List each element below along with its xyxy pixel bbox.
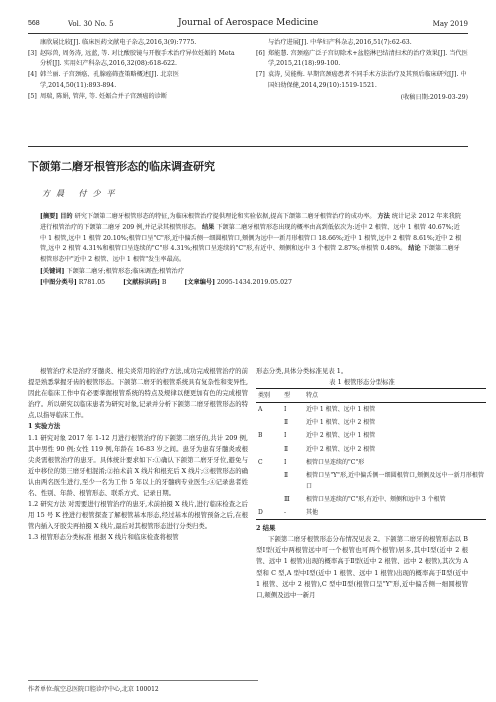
- reference-item: [3] 赵际兽, 周务涛, 远蓝, 等. 对比酸胶镜与开腹手术治疗异位妊娠的 Meta 分析[J]. 实用妇产科杂志,2016,32(08):618-622.: [28, 49, 235, 68]
- reference-item: [6] 郑能慧. 宫颈癌广泛子宫切除术+盆腔淋巴结清扫术的治疗效果[J]. 当代医学,2015,21(18):99-100.: [256, 49, 468, 68]
- table-row: Ⅱ 近中 2 根管、远中 2 根管: [284, 445, 376, 453]
- author-affiliation: 作者单位:航空总医院口腔诊疗中心,北京 100012: [28, 680, 258, 693]
- volume-info: Vol. 30 No. 5: [68, 20, 114, 28]
- reference-item: 康欣展比较[J]. 临床医药文献电子杂志,2016,3(9):7775.: [40, 39, 197, 46]
- page-number: 568: [28, 20, 40, 27]
- keywords-line: [40, 267, 462, 278]
- table-row: Ⅱ 根管口呈"Y"形,近中偏舌侧一细圆根管口,颊侧及远中一新月形根管口: [284, 471, 484, 490]
- subsection-heading: 1.1 研究对象: [28, 433, 67, 442]
- article-value: 2095-1434.2019.05.027: [216, 278, 292, 286]
- table-row: D - 其他: [256, 506, 486, 520]
- table-row: Ⅲ 根管口呈连续的"C"形,有近中、颊侧和远中 3 个根管: [284, 495, 446, 503]
- references-left: [28, 38, 240, 102]
- conclusion-text: 下颌第二磨牙根管形态中"近中 2 根管、远中 1 根管"发生率最高。: [40, 245, 460, 264]
- intro-paragraph: 根管治疗术是治疗牙髓炎、根尖炎常用的治疗方法,成功完成根管治疗的前提是熟悉掌握牙齿的根管形态。下颌第二磨牙的根管系统具有复杂性和变异性,因此在临床工作中有必要掌握根管系统的特点及规律以便更加有色的完成根管治疗。所以研究以临床患者为研究对象,记录并分析下颌第二磨牙根管形态的特点,以指导临床工作。: [28, 367, 248, 420]
- reference-item: [4] 韩兰丽. 子宫颈癌、孔腺癌筛查策略概述[J]. 北京医学,2014,50(11):893-894.: [28, 71, 179, 89]
- subsection-heading: 1.2 研究方法: [28, 500, 66, 509]
- references-right: [256, 38, 468, 103]
- table-row: A Ⅰ 近中 1 根管、远中 1 根管: [258, 406, 376, 414]
- table-intro: 形态分类,具体分类标准见表 1。: [256, 367, 348, 375]
- subsection-paragraph: 1.1 研究对象 2017 年 1-12 月进行根管治疗的下颌第二磨牙的,共计 209 例,其中男性 90 例;女性 119 例,年龄在 16-83 岁之间。患牙为患有牙髓炎或根尖炎需根管治疗的患牙。具体统计要求如下:①确认下颌第二磨牙牙位,避免与近中移位的第三磨牙相混淆;②拍术前 X 线片和根充后 X 线片;③根管形态的确认由两名医生进行,至少一名为工作 5 年以上的牙髓病专业医生;④记录患者姓名、性别、年龄、根管形态、联系方式、记录日期。: [28, 433, 248, 498]
- running-header: [28, 18, 468, 32]
- classification-table: [256, 388, 486, 520]
- received-date: (收稿日期:2019-03-29): [400, 93, 468, 101]
- methods-label: 方法: [377, 213, 390, 220]
- issue-date: May 2019: [432, 20, 468, 28]
- reference-item: [7] 袁涛, 吴能梅. 早期宫颈癌患者不同手术方法治疗及其预后临床研究[J]. 中国妇幼保健,2014,29(10):1519-1521.: [256, 71, 467, 89]
- doc-label: [文献标识码]: [123, 278, 160, 286]
- section-heading: 1 实验方法: [28, 422, 61, 431]
- subsection-heading: 1.3 根管形态分类标准: [28, 533, 92, 542]
- table-header: 特点: [304, 389, 486, 403]
- methods-text: 统计记录 2012 年来我院进行根管治疗的下颌第二磨牙 209 例,并记录其根管形态。: [40, 213, 461, 231]
- doc-value: B: [161, 278, 167, 286]
- results-label: 结果: [202, 223, 215, 231]
- conclusion-label: 结论: [408, 245, 421, 253]
- classification-line: [40, 278, 462, 289]
- reference-item: 与治疗进展[J]. 中华妇产科杂志,2016,51(7):62-63.: [268, 39, 412, 46]
- section-heading: 2 结果: [256, 524, 276, 533]
- body-right-column: [256, 366, 484, 601]
- results-paragraph: 下颌第二磨牙根管形态分布情况见表 2。下颌第二磨牙的根管形态以 B 型Ⅰ型(近中两根管远中可一个根管也可两个根管)居多,其中Ⅰ型(近中 2 根管、远中 1 根管)出现的概率高于Ⅱ型(近中 2 根管、远中 2 根管),其次为 A 型和 C 型,A 型中Ⅰ型(近中 1 根管、远中 1 根管)出现的概率高于Ⅱ型(近中 1 根管、远中 2 根管),C 型中Ⅱ型(根管口呈"Y"形,近中偏舌侧一细圆根管口,颊侧及远中一新月: [256, 535, 468, 599]
- table-header-row: [256, 389, 486, 403]
- table-header: 型: [282, 389, 304, 403]
- reference-item: [5] 周瑞, 陈娟, 管萍, 等. 妊娠合并子宫颈癌的诊断: [28, 92, 168, 100]
- table-row: Ⅱ 近中 1 根管、远中 2 根管: [284, 419, 376, 427]
- abstract: [40, 212, 462, 289]
- abstract-label: [摘要]: [40, 213, 59, 220]
- article-label: [文章编号]: [184, 278, 216, 286]
- clc-value: R781.05: [78, 278, 106, 286]
- clc-label: [中图分类号]: [40, 278, 77, 286]
- keywords-label: [关键词]: [40, 267, 65, 275]
- section-rule: [28, 146, 468, 147]
- article-title: 下颌第二磨牙根管形态的临床调查研究: [28, 160, 215, 173]
- table-header: 类别: [256, 389, 282, 403]
- subsection-paragraph: 1.2 研究方法 对需要进行根管治疗的患牙,术前拍摄 X 线片,进行临床检查之后用 15 号 K 挫进行根管探查了解根管基本形态,经过基本的根管预备之后,在根管内插入牙胶尖再拍摄 X 线片,最后对其根管形态进行分类归类。: [28, 500, 248, 531]
- table-row: C Ⅰ 根管口呈连续的"C"形: [258, 458, 365, 466]
- results-text: 下颌第二磨牙根管形态出现的概率由高到低依次为:近中 2 根管、远中 1 根管 40.67%;近中 1 根管,远中 1 根管 20.10%;根管口呈"C"形,近中偏舌侧一细圆根管口,颊侧为远中一新月形根管口 18.66%;近中 1 根管,远中 2 根管 8.61%;近中 2 根管,远中 2 根管 4.31%和根管口呈连续的"C"形 4.31%;根管口呈连续的"C"形,有近中、颊侧和远中 3 个根管 2.87%;单根管 0.48%。: [40, 223, 462, 253]
- table-caption: 表 1 根管形态分型标准: [329, 378, 395, 387]
- objective-label: 目的: [60, 213, 73, 220]
- body-left-column: [28, 366, 248, 544]
- keywords-text: 下颌第二磨牙;根管形态;临床调查;根管治疗: [66, 267, 185, 275]
- journal-name: Journal of Aerospace Medicine: [178, 18, 319, 28]
- subsection-paragraph: 1.3 根管形态分类标准 根据 X 线片和临床检查将根管: [28, 533, 179, 542]
- table-row: B Ⅰ 近中 2 根管、远中 1 根管: [258, 432, 376, 440]
- header-rule: [28, 33, 468, 34]
- objective-text: 研究下颌第二磨牙根管形态的特征,为临床根管治疗提供理论和实验依据,提高下颌第二磨牙根管治疗的成功率。: [74, 213, 376, 220]
- article-authors: 方晨 付少平: [42, 189, 121, 198]
